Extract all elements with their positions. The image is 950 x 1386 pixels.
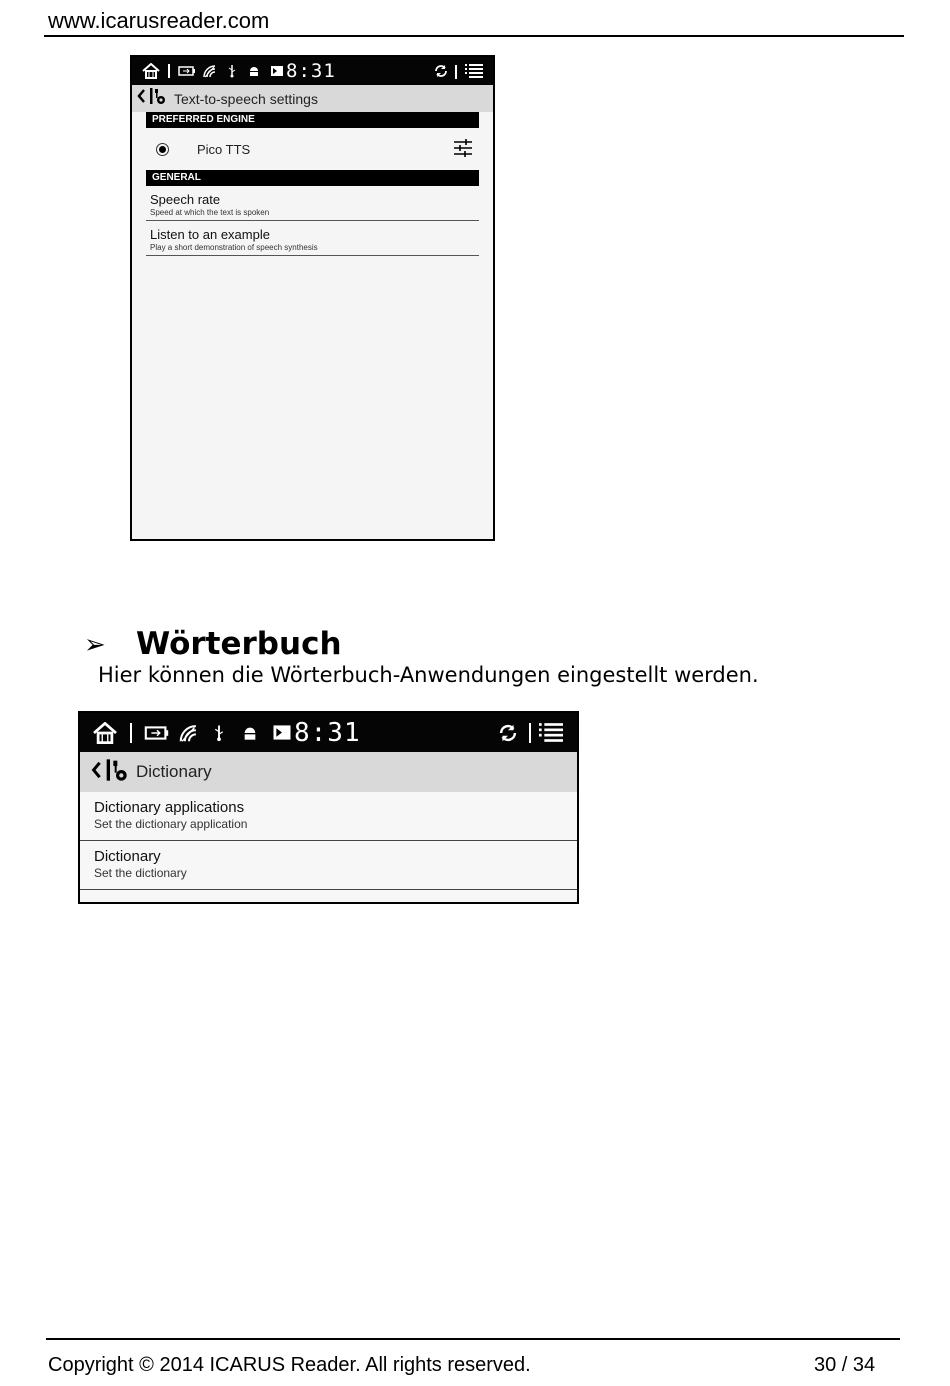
android-icon [248, 65, 260, 77]
wifi-icon [178, 723, 200, 743]
battery-icon [144, 726, 170, 740]
tts-settings-screenshot [130, 55, 495, 541]
pref-dictionary[interactable] [80, 841, 577, 890]
section-description: Hier können die Wörterbuch-Anwendungen eingestellt werden. [98, 663, 759, 687]
page-number: 30 / 34 [814, 1354, 876, 1376]
pref-title: Speech rate [150, 192, 221, 207]
pref-listen-example[interactable] [146, 221, 479, 256]
radio-selected[interactable] [156, 143, 169, 156]
copyright: Copyright © 2014 ICARUS Reader. All rights reserved. [48, 1354, 531, 1376]
page-title: Dictionary [136, 762, 212, 781]
title-bar [132, 85, 493, 112]
pref-title: Dictionary [94, 848, 161, 865]
pref-dictionary-applications[interactable] [80, 792, 577, 841]
status-separator [529, 723, 531, 743]
reader-icon [270, 65, 284, 77]
pref-speech-rate[interactable] [146, 186, 479, 221]
site-url: www.icarusreader.com [48, 8, 270, 33]
bullet-arrow-icon: ➢ [84, 630, 106, 660]
usb-icon [214, 723, 224, 743]
status-separator [455, 65, 457, 79]
settings-tools-icon [104, 758, 128, 787]
pref-subtitle: Set the dictionary [94, 866, 187, 880]
home-icon[interactable] [142, 63, 160, 79]
pref-title: Listen to an example [150, 227, 270, 242]
section-header-general: GENERAL [146, 170, 479, 186]
back-icon[interactable] [90, 759, 102, 786]
sync-icon[interactable] [497, 722, 519, 744]
section-title: Wörterbuch [136, 626, 342, 662]
dictionary-screenshot [78, 711, 579, 904]
usb-icon [228, 64, 236, 78]
status-bar [132, 57, 493, 85]
wifi-icon [202, 64, 218, 78]
menu-list-icon[interactable] [465, 64, 483, 78]
battery-icon [178, 66, 196, 76]
android-icon [242, 725, 258, 741]
footer-divider [46, 1338, 900, 1340]
pref-title: Dictionary applications [94, 799, 245, 816]
clock: 8:31 [294, 717, 361, 748]
sync-icon[interactable] [433, 63, 449, 79]
engine-option-pico-tts[interactable] [146, 128, 479, 170]
engine-settings-icon[interactable] [453, 138, 473, 163]
section-header-preferred-engine: PREFERRED ENGINE [146, 112, 479, 128]
status-bar [80, 713, 577, 752]
clock: 8:31 [286, 60, 336, 82]
status-separator [130, 723, 132, 743]
reader-icon [272, 724, 292, 741]
pref-subtitle: Play a short demonstration of speech synthesis [150, 243, 318, 252]
home-icon[interactable] [92, 722, 118, 744]
menu-list-icon[interactable] [539, 723, 563, 742]
header-divider [44, 35, 904, 37]
back-icon[interactable] [136, 88, 146, 109]
page-title: Text-to-speech settings [174, 90, 318, 107]
pref-subtitle: Speed at which the text is spoken [150, 208, 270, 217]
engine-label: Pico TTS [197, 141, 251, 157]
pref-subtitle: Set the dictionary application [94, 817, 248, 831]
status-separator [168, 64, 170, 78]
settings-tools-icon [148, 87, 166, 110]
title-bar [80, 752, 577, 792]
